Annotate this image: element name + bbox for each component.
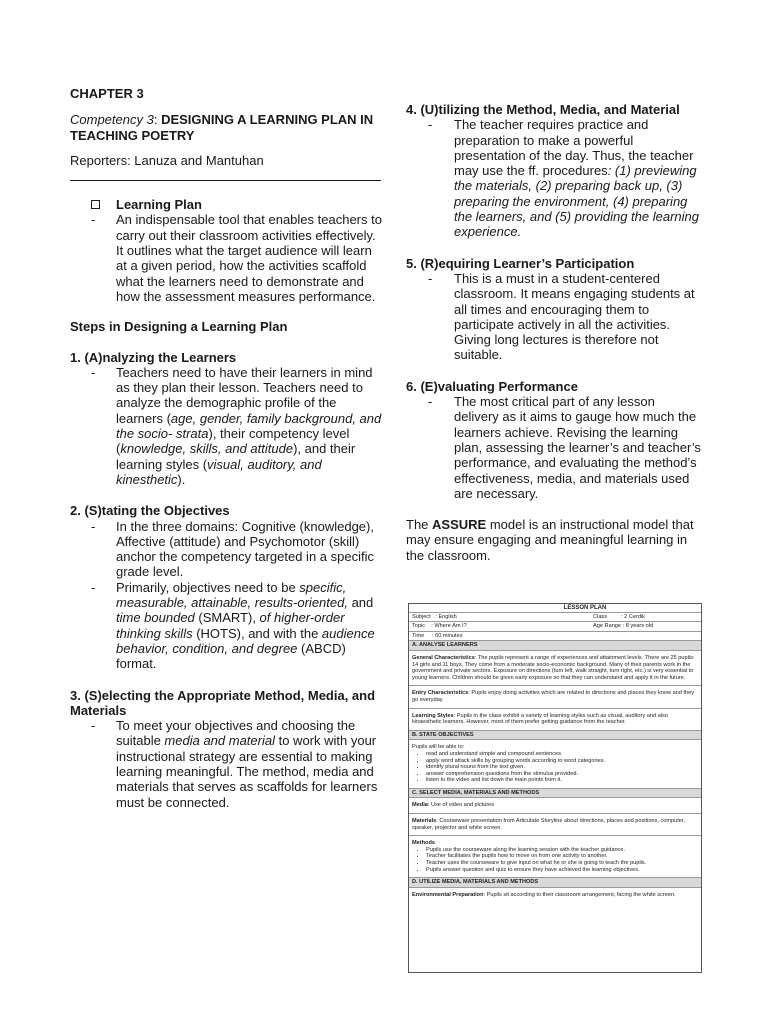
- learning-plan-heading: [91, 197, 382, 212]
- step1-heading: 1. (A)nalyzing the Learners: [70, 349, 237, 365]
- lesson-plan-title: LESSON PLAN: [563, 605, 607, 611]
- objective-item: • identify plural nouns from the text given.: [426, 764, 698, 771]
- step2-item-2: [70, 580, 382, 672]
- competency-colon: :: [153, 112, 158, 128]
- lesson-plan-figure: [408, 603, 702, 973]
- objective-item: • listen to the video and list down the main points from it.: [426, 777, 698, 784]
- step4-text: The teacher requires practice and preparation to make a powerful presentation of the day. Thus, the teacher may use the ff. procedures: (1) previewing the materials, (2) preparing back up, (3) preparing the environment, (4) preparing the learners, and (5) providing the learning experience.: [454, 117, 699, 240]
- step5-item: [406, 271, 702, 363]
- right-column: [406, 102, 702, 563]
- entry-characteristics: Entry Characteristics: Pupils enjoy doing activities which are related to directions and places they know and they go everyday.: [409, 686, 701, 708]
- learning-plan-text: An indispensable tool that enables teachers to carry out their classroom activities effectively. It outlines what the target audience will learn at a given period, how the activities scaffold what the learners need to demonstrate and how the assessment measures performance.: [116, 212, 382, 304]
- lesson-plan-meta-row: Topic : Where Am I? Age Range : 8 years old: [409, 622, 701, 632]
- chapter-title: CHAPTER 3: [70, 86, 144, 101]
- lesson-plan-meta-row: Subject : English Class : 2 Cerdik: [409, 612, 701, 623]
- left-column: [70, 86, 382, 810]
- checkbox-bullet-icon: [91, 200, 100, 209]
- step1-item: [70, 365, 382, 487]
- objective-item: • answer comprehension questions from the stimulus provided.: [426, 771, 698, 778]
- environment-block: Environmental Preparation: Pupils sit according to their classroom arrangement, facing the white screen.: [412, 891, 676, 898]
- steps-heading: Steps in Designing a Learning Plan: [70, 319, 288, 335]
- step6-heading: 6. (E)valuating Performance: [406, 378, 578, 394]
- dash-marker: -: [428, 394, 433, 410]
- step4-heading: 4. (U)tilizing the Method, Media, and Material: [406, 102, 680, 117]
- dash-marker: -: [91, 212, 96, 228]
- materials-block: Materials: Courseware presentation from Articulate Storyline about directions, places and positions, computer, speaker, projector and white screen.: [409, 814, 701, 836]
- competency-heading: [70, 112, 382, 143]
- horizontal-rule: [70, 180, 381, 181]
- step3-heading: 3. (S)electing the Appropriate Method, Media, and Materials: [70, 687, 376, 718]
- methods-block: Methods • Pupils use the courseware along the learning session with the teacher guidance. • Teacher facilitates the pupils how to move on from one activity to another. • Teacher uses the courseware to give input on what he or she is going to teach the pupils. • Pupils answer question and quiz to ensure they have achieved the learning objectives.: [409, 836, 701, 878]
- competency-title: DESIGNING A LEARNING PLAN IN TEACHING POETRY: [70, 112, 374, 143]
- assure-paragraph: The ASSURE model is an instructional model that may ensure engaging and meaningful learning in the classroom.: [406, 517, 694, 563]
- dash-marker: -: [91, 518, 96, 534]
- method-item: • Teacher uses the courseware to give input on what he or she is going to teach the pupils.: [426, 860, 698, 867]
- section-c-header: C. SELECT MEDIA, MATERIALS AND METHODS: [409, 789, 701, 799]
- lesson-plan-meta-row: Time : 60 minutes: [409, 632, 701, 642]
- step4-item: [406, 117, 702, 239]
- step2-text-2: Primarily, objectives need to be specific, measurable, attainable, results-oriented, and time bounded (SMART), of higher-order thinking skills (HOTS), and with the audience behavior, condition, and degree (ABCD) format.: [116, 579, 375, 672]
- method-item: • Teacher facilitates the pupils how to move on from one activity to another.: [426, 853, 698, 860]
- competency-prefix: Competency 3: [70, 112, 154, 128]
- step2-item-1: [70, 519, 382, 580]
- learning-plan-label: Learning Plan: [116, 197, 202, 213]
- section-b-header: B. STATE OBJECTIVES: [409, 731, 701, 741]
- dash-marker: -: [91, 718, 96, 734]
- step2-text-1: In the three domains: Cognitive (knowledge), Affective (attitude) and Psychomotor (skill) anchor the competency targeted in a specific grade level.: [116, 518, 374, 580]
- step6-text: The most critical part of any lesson delivery as it aims to gauge how much the learners achieve. Revising the learning plan, assessing the learner’s and teacher’s performance, and evaluating the method’s effectiveness, media, and materials used are necessary.: [454, 394, 701, 501]
- reporters-line: Reporters: Lanuza and Mantuhan: [70, 152, 264, 168]
- dash-marker: -: [428, 117, 433, 133]
- step3-text: To meet your objectives and choosing the suitable media and material to work with your instructional strategy are essential to making learning meaningful. The method, media and materials that serves as scaffolds for learners must be connected.: [116, 718, 378, 810]
- section-a-header: A. ANALYSE LEARNERS: [409, 641, 701, 651]
- media-block: Media: Use of video and pictures: [409, 798, 701, 814]
- dash-marker: -: [428, 270, 433, 286]
- objectives-block: Pupils will be able to: • read and understand simple and compound sentences. • apply word attack skills by grouping words according to word categories. • identify plural nouns from the text given. • answer comprehension questions from the stimulus provided. • listen to the video and list down the main points from it.: [409, 740, 701, 789]
- method-item: • Pupils use the courseware along the learning session with the teacher guidance.: [426, 847, 698, 854]
- method-item: • Pupils answer question and quiz to ensure they have achieved the learning objectives.: [426, 867, 698, 874]
- step5-text: This is a must in a student-centered classroom. It means engaging students at all times and encouraging them to participate actively in all the activities. Giving long lectures is therefore not suitable.: [454, 270, 695, 363]
- step3-item: [70, 718, 382, 810]
- general-characteristics: General Characteristics: The pupils represent a range of experiences and attainment levels. There are 25 pupils: 14 girls and 11 boys. They come from a moderate socio-economic background. Many of their parents work in the government and private sectors. Exposure on directions (turn left, walk straight, turn right, etc.) is very essential to young learners. Children should be given early exposure so that they can understand and apply it in the future.: [409, 651, 701, 686]
- step5-heading: 5. (R)equiring Learner’s Participation: [406, 255, 635, 271]
- step6-item: [406, 394, 702, 501]
- learning-plan-item: [70, 212, 382, 304]
- dash-marker: -: [91, 579, 96, 595]
- objective-item: • read and understand simple and compound sentences.: [426, 751, 698, 758]
- step1-text: Teachers need to have their learners in mind as they plan their lesson. Teachers need to analyze the demographic profile of the learners (age, gender, family background, and the socio- strata), their competency level (knowledge, skills, and attitude), and their learning styles (visual, auditory, and kinesthetic).: [116, 364, 382, 487]
- objective-item: • apply word attack skills by grouping words according to word categories.: [426, 758, 698, 765]
- step2-heading: 2. (S)tating the Objectives: [70, 503, 230, 519]
- section-d-header: D. UTILIZE MEDIA, MATERIALS AND METHODS: [409, 878, 701, 888]
- learning-styles: Learning Styles: Pupils in the class exhibit a variety of learning styles such as visual, auditory and also kinaesthetic learners. However, most of them prefer getting guidance from the teacher.: [409, 709, 701, 731]
- dash-marker: -: [91, 364, 96, 380]
